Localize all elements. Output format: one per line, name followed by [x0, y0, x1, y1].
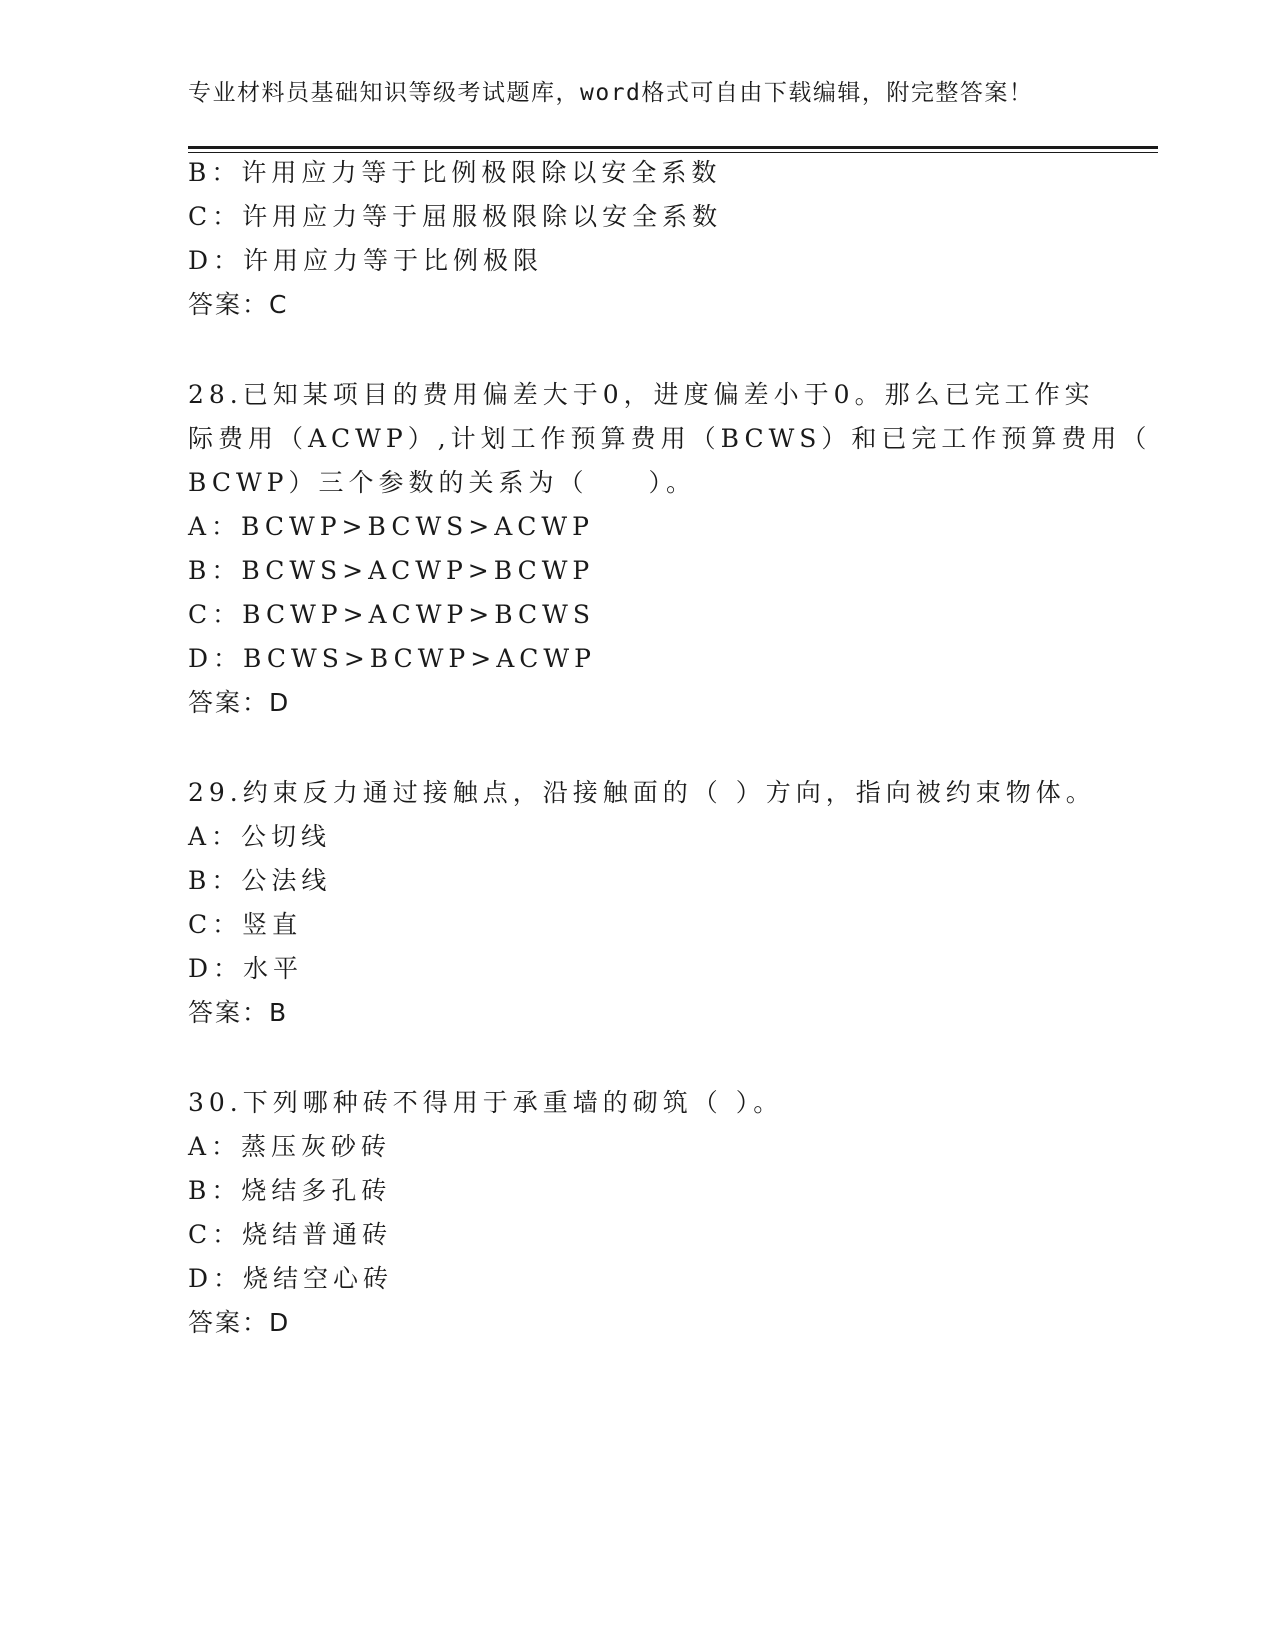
q28-option-c: C：BCWP>ACWP>BCWS [188, 600, 595, 629]
page-header: 专业材料员基础知识等级考试题库，word格式可自由下载编辑，附完整答案！ [188, 80, 1034, 106]
q28-option-a: A：BCWP>BCWS>ACWP [188, 512, 594, 541]
q30-answer: 答案：D [188, 1308, 291, 1337]
q29-option-d: D：水平 [188, 954, 304, 983]
q30-stem: 30.下列哪种砖不得用于承重墙的砌筑（ ）。 [188, 1088, 784, 1117]
header-rule-thin [188, 152, 1158, 153]
header-rule-thick [188, 146, 1158, 149]
prev-option-b: B：许用应力等于比例极限除以安全系数 [188, 158, 722, 187]
q29-option-a: A：公切线 [188, 822, 332, 851]
q30-option-c: C：烧结普通砖 [188, 1220, 393, 1249]
q28-answer: 答案：D [188, 688, 291, 717]
q28-stem-line-2: 际费用（ACWP）,计划工作预算费用（BCWS）和已完工作预算费用（ [188, 424, 1152, 453]
prev-option-c: C：许用应力等于屈服极限除以安全系数 [188, 202, 723, 231]
q29-stem: 29.约束反力通过接触点，沿接触面的（ ）方向，指向被约束物体。 [188, 778, 1096, 807]
q28-option-d: D：BCWS>BCWP>ACWP [188, 644, 596, 673]
q29-answer: 答案：B [188, 998, 289, 1027]
q30-option-d: D：烧结空心砖 [188, 1264, 394, 1293]
q28-stem-line-1: 28.已知某项目的费用偏差大于0，进度偏差小于0。那么已完工作实 [188, 380, 1095, 409]
prev-option-d: D：许用应力等于比例极限 [188, 246, 544, 275]
q29-option-b: B：公法线 [188, 866, 332, 895]
q28-stem-line-3: BCWP）三个参数的关系为（ ）。 [188, 468, 696, 497]
q30-option-a: A：蒸压灰砂砖 [188, 1132, 392, 1161]
q30-option-b: B：烧结多孔砖 [188, 1176, 392, 1205]
q28-option-b: B：BCWS>ACWP>BCWP [188, 556, 595, 585]
prev-answer: 答案：C [188, 290, 289, 319]
q29-option-c: C：竖直 [188, 910, 303, 939]
